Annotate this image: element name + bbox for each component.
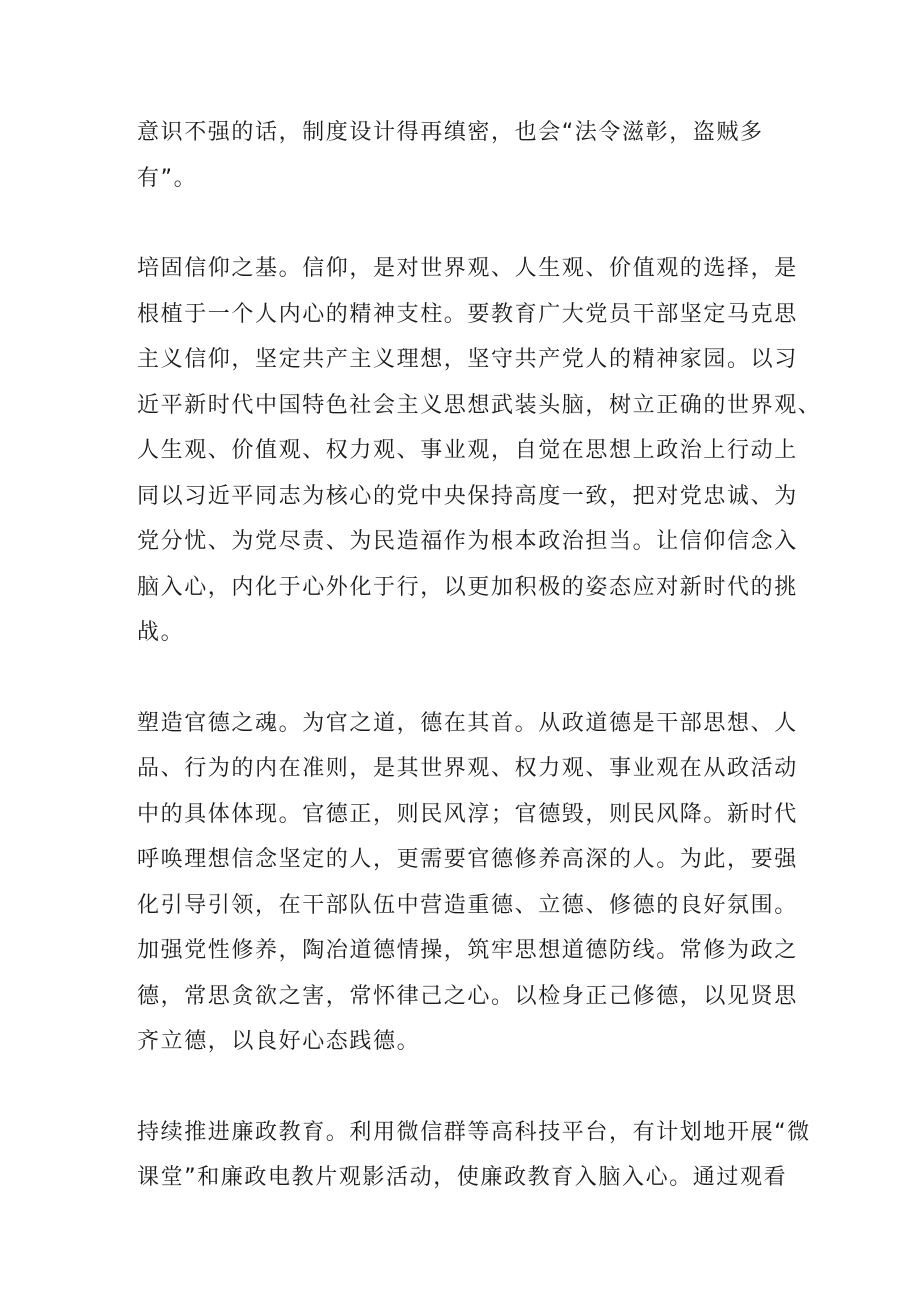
text-line: 呼唤理想信念坚定的人，更需要官德修养高深的人。为此，要强	[137, 847, 798, 872]
text-line: 德，常思贪欲之害，常怀律己之心。以检身正己修德，以见贤思	[137, 983, 798, 1009]
text-line: 主义信仰，坚定共产主义理想，坚守共产党人的精神家园。以习	[137, 347, 798, 372]
text-line: 加强党性修养，陶冶道德情操，筑牢思想道德防线。常修为政之	[137, 938, 798, 963]
text-line: 培固信仰之基。信仰，是对世界观、人生观、价值观的选择，是	[137, 256, 798, 281]
text-line: 化引导引领，在干部队伍中营造重德、立德、修德的良好氛围。	[137, 892, 798, 918]
text-line: 课堂”和廉政电教片观影活动，使廉政教育入脑入心。通过观看	[137, 1165, 788, 1190]
text-line: 中的具体体现。官德正，则民风淳；官德毁，则民风降。新时代	[137, 801, 798, 827]
text-line: 人生观、价值观、权力观、事业观，自觉在思想上政治上行动上	[137, 438, 798, 463]
paragraph-3	[137, 701, 798, 1065]
text-line: 齐立德，以良好心态践德。	[137, 1029, 421, 1054]
document-body	[137, 110, 822, 1246]
text-line: 意识不强的话，制度设计得再缜密，也会“法令滋彰，盗贼多	[137, 120, 764, 145]
text-line: 根植于一个人内心的精神支柱。要教育广大党员干部坚定马克思	[137, 301, 798, 327]
paragraph-2	[137, 246, 822, 656]
text-line: 有”。	[137, 165, 198, 191]
text-line: 近平新时代中国特色社会主义思想武装头脑，树立正确的世界观、	[137, 392, 822, 418]
text-line: 塑造官德之魂。为官之道，德在其首。从政道德是干部思想、人	[137, 710, 798, 736]
text-line: 品、行为的内在准则，是其世界观、权力观、事业观在从政活动	[137, 756, 798, 781]
text-line: 战。	[137, 620, 185, 645]
text-line: 持续推进廉政教育。利用微信群等高科技平台，有计划地开展“微	[137, 1119, 811, 1145]
text-line: 同以习近平同志为核心的党中央保持高度一致，把对党忠诚、为	[137, 483, 798, 509]
text-line: 党分忧、为党尽责、为民造福作为根本政治担当。让信仰信念入	[137, 529, 798, 554]
paragraph-4	[137, 1110, 811, 1201]
paragraph-1	[137, 110, 787, 201]
text-line: 脑入心，内化于心外化于行，以更加积极的姿态应对新时代的挑	[137, 574, 798, 600]
